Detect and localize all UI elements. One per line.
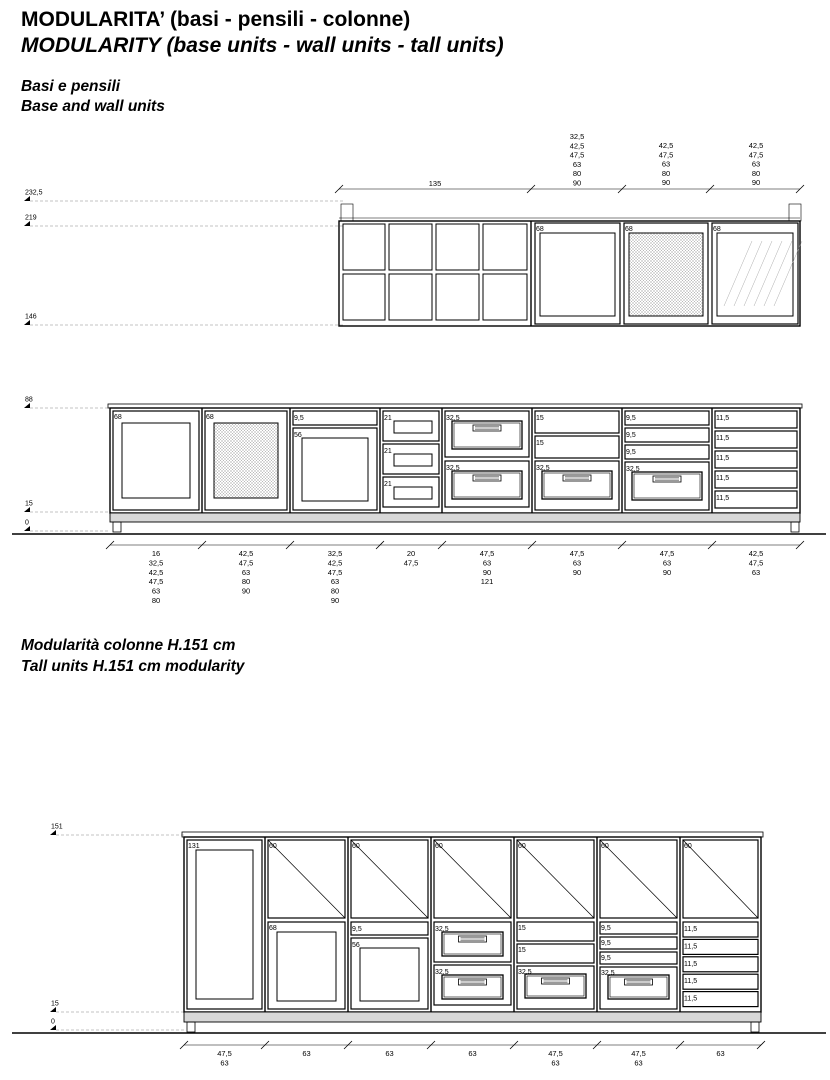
drawer-height-label: 11,5 <box>716 455 730 462</box>
level-label: 0 <box>25 519 29 527</box>
drawer-height-label: 32,5 <box>601 970 615 977</box>
small-drawer <box>351 922 428 935</box>
width-option-label: 47,5 <box>659 549 675 558</box>
tall-lower-door-inner <box>277 932 336 1001</box>
wall-end-cap-left <box>341 204 353 221</box>
level-label: 0 <box>51 1018 55 1026</box>
small-drawer <box>600 937 677 949</box>
level-label: 151 <box>51 823 63 831</box>
width-option-label: 90 <box>482 567 492 577</box>
width-option-label: 80 <box>751 168 761 178</box>
width-option-label: 63 <box>572 159 582 169</box>
drawer-height-label: 9,5 <box>352 926 362 933</box>
base-door-inner <box>302 438 368 501</box>
width-option-label: 47,5 <box>658 150 674 160</box>
width-option-label: 32,5 <box>569 132 585 141</box>
width-option-label: 63 <box>302 1049 311 1058</box>
drawer-height-label: 32,5 <box>446 415 460 422</box>
drawer-height-label: 15 <box>536 440 544 447</box>
width-option-label: 63 <box>220 1058 229 1068</box>
open-compartment-diagonal <box>434 840 511 918</box>
drawer-height-label: 15 <box>536 415 544 422</box>
drawer-height-label: 15 <box>518 925 526 932</box>
narrow-drawer-inset <box>394 487 432 499</box>
door-height-label: 68 <box>114 414 122 421</box>
section-base-wall-title: Basi e pensili <box>21 78 121 95</box>
small-drawer <box>625 411 709 425</box>
drawer-height-label: 9,5 <box>626 432 636 439</box>
drawer-height-label: 9,5 <box>626 449 636 456</box>
door-height-label: 56 <box>352 942 360 949</box>
open-shelf-cell <box>436 224 479 270</box>
door-height-label: 68 <box>713 226 721 233</box>
open-shelf-cell <box>483 274 527 320</box>
width-option-label: 47,5 <box>217 1049 232 1058</box>
level-marker-triangle <box>24 196 30 201</box>
open-compartment-diagonal <box>351 840 428 918</box>
drawer-height-label: 11,5 <box>684 943 698 951</box>
width-option-label: 47,5 <box>238 558 254 568</box>
width-option-label: 47,5 <box>148 577 164 587</box>
width-option-label: 63 <box>468 1049 477 1058</box>
width-option-label: 63 <box>661 159 671 169</box>
level-marker-triangle <box>24 320 30 325</box>
width-option-label: 63 <box>634 1058 643 1068</box>
drawer-height-label: 32,5 <box>435 969 449 976</box>
width-option-label: 47,5 <box>327 567 343 577</box>
width-option-label: 63 <box>151 586 161 596</box>
width-option-label: 63 <box>572 558 582 568</box>
width-option-label: 63 <box>330 577 340 587</box>
drawer-height-label: 11,5 <box>684 995 698 1003</box>
small-drawer <box>625 428 709 442</box>
foot <box>187 1022 195 1032</box>
narrow-drawer-inset <box>394 421 432 433</box>
section-tall-units-title: Modularità colonne H.151 cm <box>21 637 236 654</box>
width-option-label: 63 <box>241 567 251 577</box>
drawer-panel <box>608 975 669 999</box>
width-option-label: 42,5 <box>327 558 343 568</box>
drawer-height-label: 11,5 <box>716 495 730 502</box>
level-marker-triangle <box>24 221 30 226</box>
width-option-label: 63 <box>551 1058 560 1068</box>
door-height-label: 60 <box>269 843 277 850</box>
width-option-label: 90 <box>330 596 340 605</box>
drawer-height-label: 32,5 <box>435 926 449 933</box>
wall-cabinet-door <box>535 223 620 324</box>
width-option-label: 80 <box>330 586 340 596</box>
width-option-label: 47,5 <box>748 150 764 160</box>
width-option-label: 42,5 <box>748 549 764 558</box>
base-door-inner <box>122 423 190 498</box>
drawer-height-label: 11,5 <box>684 926 698 933</box>
width-option-label: 90 <box>661 178 671 188</box>
tall-lower-door-inner <box>360 948 419 1001</box>
page-title: MODULARITA’ (basi - pensili - colonne) <box>21 8 411 31</box>
width-option-label: 63 <box>716 1049 725 1058</box>
width-option-label: 63 <box>385 1049 394 1058</box>
door-height-label: 60 <box>435 843 443 850</box>
width-option-label: 121 <box>480 577 494 587</box>
small-drawer <box>600 952 677 964</box>
width-option-label: 90 <box>241 586 251 596</box>
level-marker-triangle <box>50 1025 56 1030</box>
door-height-label: 56 <box>294 432 302 439</box>
drawer-height-label: 32,5 <box>518 969 532 976</box>
foot <box>791 522 799 532</box>
width-option-label: 135 <box>428 179 442 188</box>
base-door <box>113 411 199 510</box>
open-shelf-cell <box>436 274 479 320</box>
width-option-label: 90 <box>662 567 672 577</box>
tall-door <box>187 840 262 1009</box>
drawer-height-label: 32,5 <box>626 466 640 473</box>
width-option-label: 80 <box>572 169 582 179</box>
width-option-label: 42,5 <box>148 567 164 577</box>
drawer-panel-inner <box>444 934 501 954</box>
section-tall-units-subtitle: Tall units H.151 cm modularity <box>21 658 245 675</box>
drawer-panel-inner <box>610 977 667 997</box>
width-option-label: 47,5 <box>748 558 764 568</box>
width-option-label: 42,5 <box>238 549 254 558</box>
width-option-label: 47,5 <box>403 558 419 568</box>
section-base-wall-subtitle: Base and wall units <box>21 98 165 115</box>
level-marker-triangle <box>50 830 56 835</box>
level-label: 232,5 <box>25 189 43 197</box>
width-option-label: 42,5 <box>748 141 764 150</box>
door-height-label: 68 <box>206 414 214 421</box>
level-label: 219 <box>25 214 37 222</box>
drawer-panel <box>442 932 503 956</box>
narrow-drawer-inset <box>394 454 432 466</box>
width-option-label: 63 <box>662 558 672 568</box>
drawer-panel <box>525 974 586 998</box>
level-label: 15 <box>25 500 33 508</box>
drawer-height-label: 11,5 <box>684 978 698 986</box>
width-option-label: 42,5 <box>658 141 674 150</box>
open-shelf-cell <box>343 274 385 320</box>
drawer-panel-inner <box>527 976 584 996</box>
width-option-label: 47,5 <box>631 1049 646 1058</box>
tall-door-inner <box>196 850 253 999</box>
drawer-height-label: 11,5 <box>716 435 730 442</box>
width-option-label: 63 <box>751 567 761 577</box>
wall-cabinet-door <box>712 223 798 324</box>
drawer-panel-inner <box>444 977 501 997</box>
level-label: 88 <box>25 396 33 404</box>
door-height-label: 131 <box>188 843 200 850</box>
open-compartment-diagonal <box>517 840 594 918</box>
drawer-height-label: 9,5 <box>626 415 636 422</box>
open-shelf-cell <box>389 274 432 320</box>
mesh-door-panel <box>629 233 703 316</box>
width-option-label: 42,5 <box>569 141 585 151</box>
tall-lower-door <box>268 922 345 1009</box>
width-option-label: 90 <box>751 178 761 188</box>
door-height-label: 60 <box>352 843 360 850</box>
drawer-height-label: 11,5 <box>716 475 730 482</box>
width-option-label: 63 <box>751 159 761 169</box>
door-height-label: 60 <box>684 843 692 850</box>
shallow-drawer <box>517 944 594 963</box>
open-shelf-cell <box>389 224 432 270</box>
door-height-label: 68 <box>625 226 633 233</box>
mesh-door-panel <box>214 423 278 498</box>
foot <box>113 522 121 532</box>
width-option-label: 47,5 <box>548 1049 563 1058</box>
drawer-height-label: 9,5 <box>601 955 611 962</box>
door-height-label: 68 <box>536 226 544 233</box>
shallow-drawer <box>535 411 619 433</box>
open-compartment-diagonal <box>683 840 758 918</box>
drawer-height-label: 11,5 <box>716 415 730 422</box>
base-door <box>293 428 377 510</box>
open-compartment-diagonal <box>268 840 345 918</box>
door-height-label: 68 <box>269 925 277 932</box>
width-option-label: 80 <box>151 596 161 605</box>
width-option-label: 16 <box>151 549 161 558</box>
drawer-height-label: 15 <box>518 947 526 954</box>
base-top-drawer <box>293 411 377 425</box>
open-shelf-cell <box>343 224 385 270</box>
drawer-height-label: 21 <box>384 481 392 488</box>
width-option-label: 47,5 <box>479 549 495 558</box>
drawer-height-label: 32,5 <box>536 465 550 472</box>
width-option-label: 47,5 <box>569 549 585 558</box>
tall-lower-door <box>351 938 428 1009</box>
drawer-height-label: 9,5 <box>601 940 611 947</box>
level-label: 15 <box>51 1000 59 1008</box>
drawer-height-label: 11,5 <box>684 960 698 968</box>
level-marker-triangle <box>24 507 30 512</box>
width-option-label: 20 <box>406 549 416 558</box>
drawer-height-label: 32,5 <box>446 465 460 472</box>
small-drawer <box>625 445 709 459</box>
width-option-label: 32,5 <box>148 558 164 568</box>
page-subtitle: MODULARITY (base units - wall units - tall units) <box>21 34 504 57</box>
foot <box>751 1022 759 1032</box>
level-marker-triangle <box>24 526 30 531</box>
level-marker-triangle <box>50 1007 56 1012</box>
shallow-drawer <box>517 922 594 941</box>
door-height-label: 9,5 <box>294 415 304 422</box>
door-height-label: 60 <box>601 843 609 850</box>
drawer-height-label: 9,5 <box>601 925 611 932</box>
drawer-panel <box>442 975 503 999</box>
width-option-label: 90 <box>572 567 582 577</box>
small-drawer <box>600 922 677 934</box>
width-option-label: 80 <box>241 577 251 587</box>
drawer-height-label: 21 <box>384 448 392 455</box>
width-option-label: 47,5 <box>569 150 585 160</box>
wall-door-panel <box>540 233 615 316</box>
level-label: 146 <box>25 313 37 321</box>
open-compartment-diagonal <box>600 840 677 918</box>
plinth <box>184 1012 761 1022</box>
drawer-height-label: 21 <box>384 415 392 422</box>
tall-top-cornice <box>182 832 763 837</box>
shallow-drawer <box>535 436 619 458</box>
width-option-label: 32,5 <box>327 549 343 558</box>
plinth <box>110 513 800 522</box>
width-option-label: 90 <box>572 178 582 188</box>
wall-end-cap-right <box>789 204 801 221</box>
width-option-label: 63 <box>482 558 492 568</box>
width-option-label: 80 <box>661 168 671 178</box>
level-marker-triangle <box>24 403 30 408</box>
open-shelf-cell <box>483 224 527 270</box>
door-height-label: 60 <box>518 843 526 850</box>
